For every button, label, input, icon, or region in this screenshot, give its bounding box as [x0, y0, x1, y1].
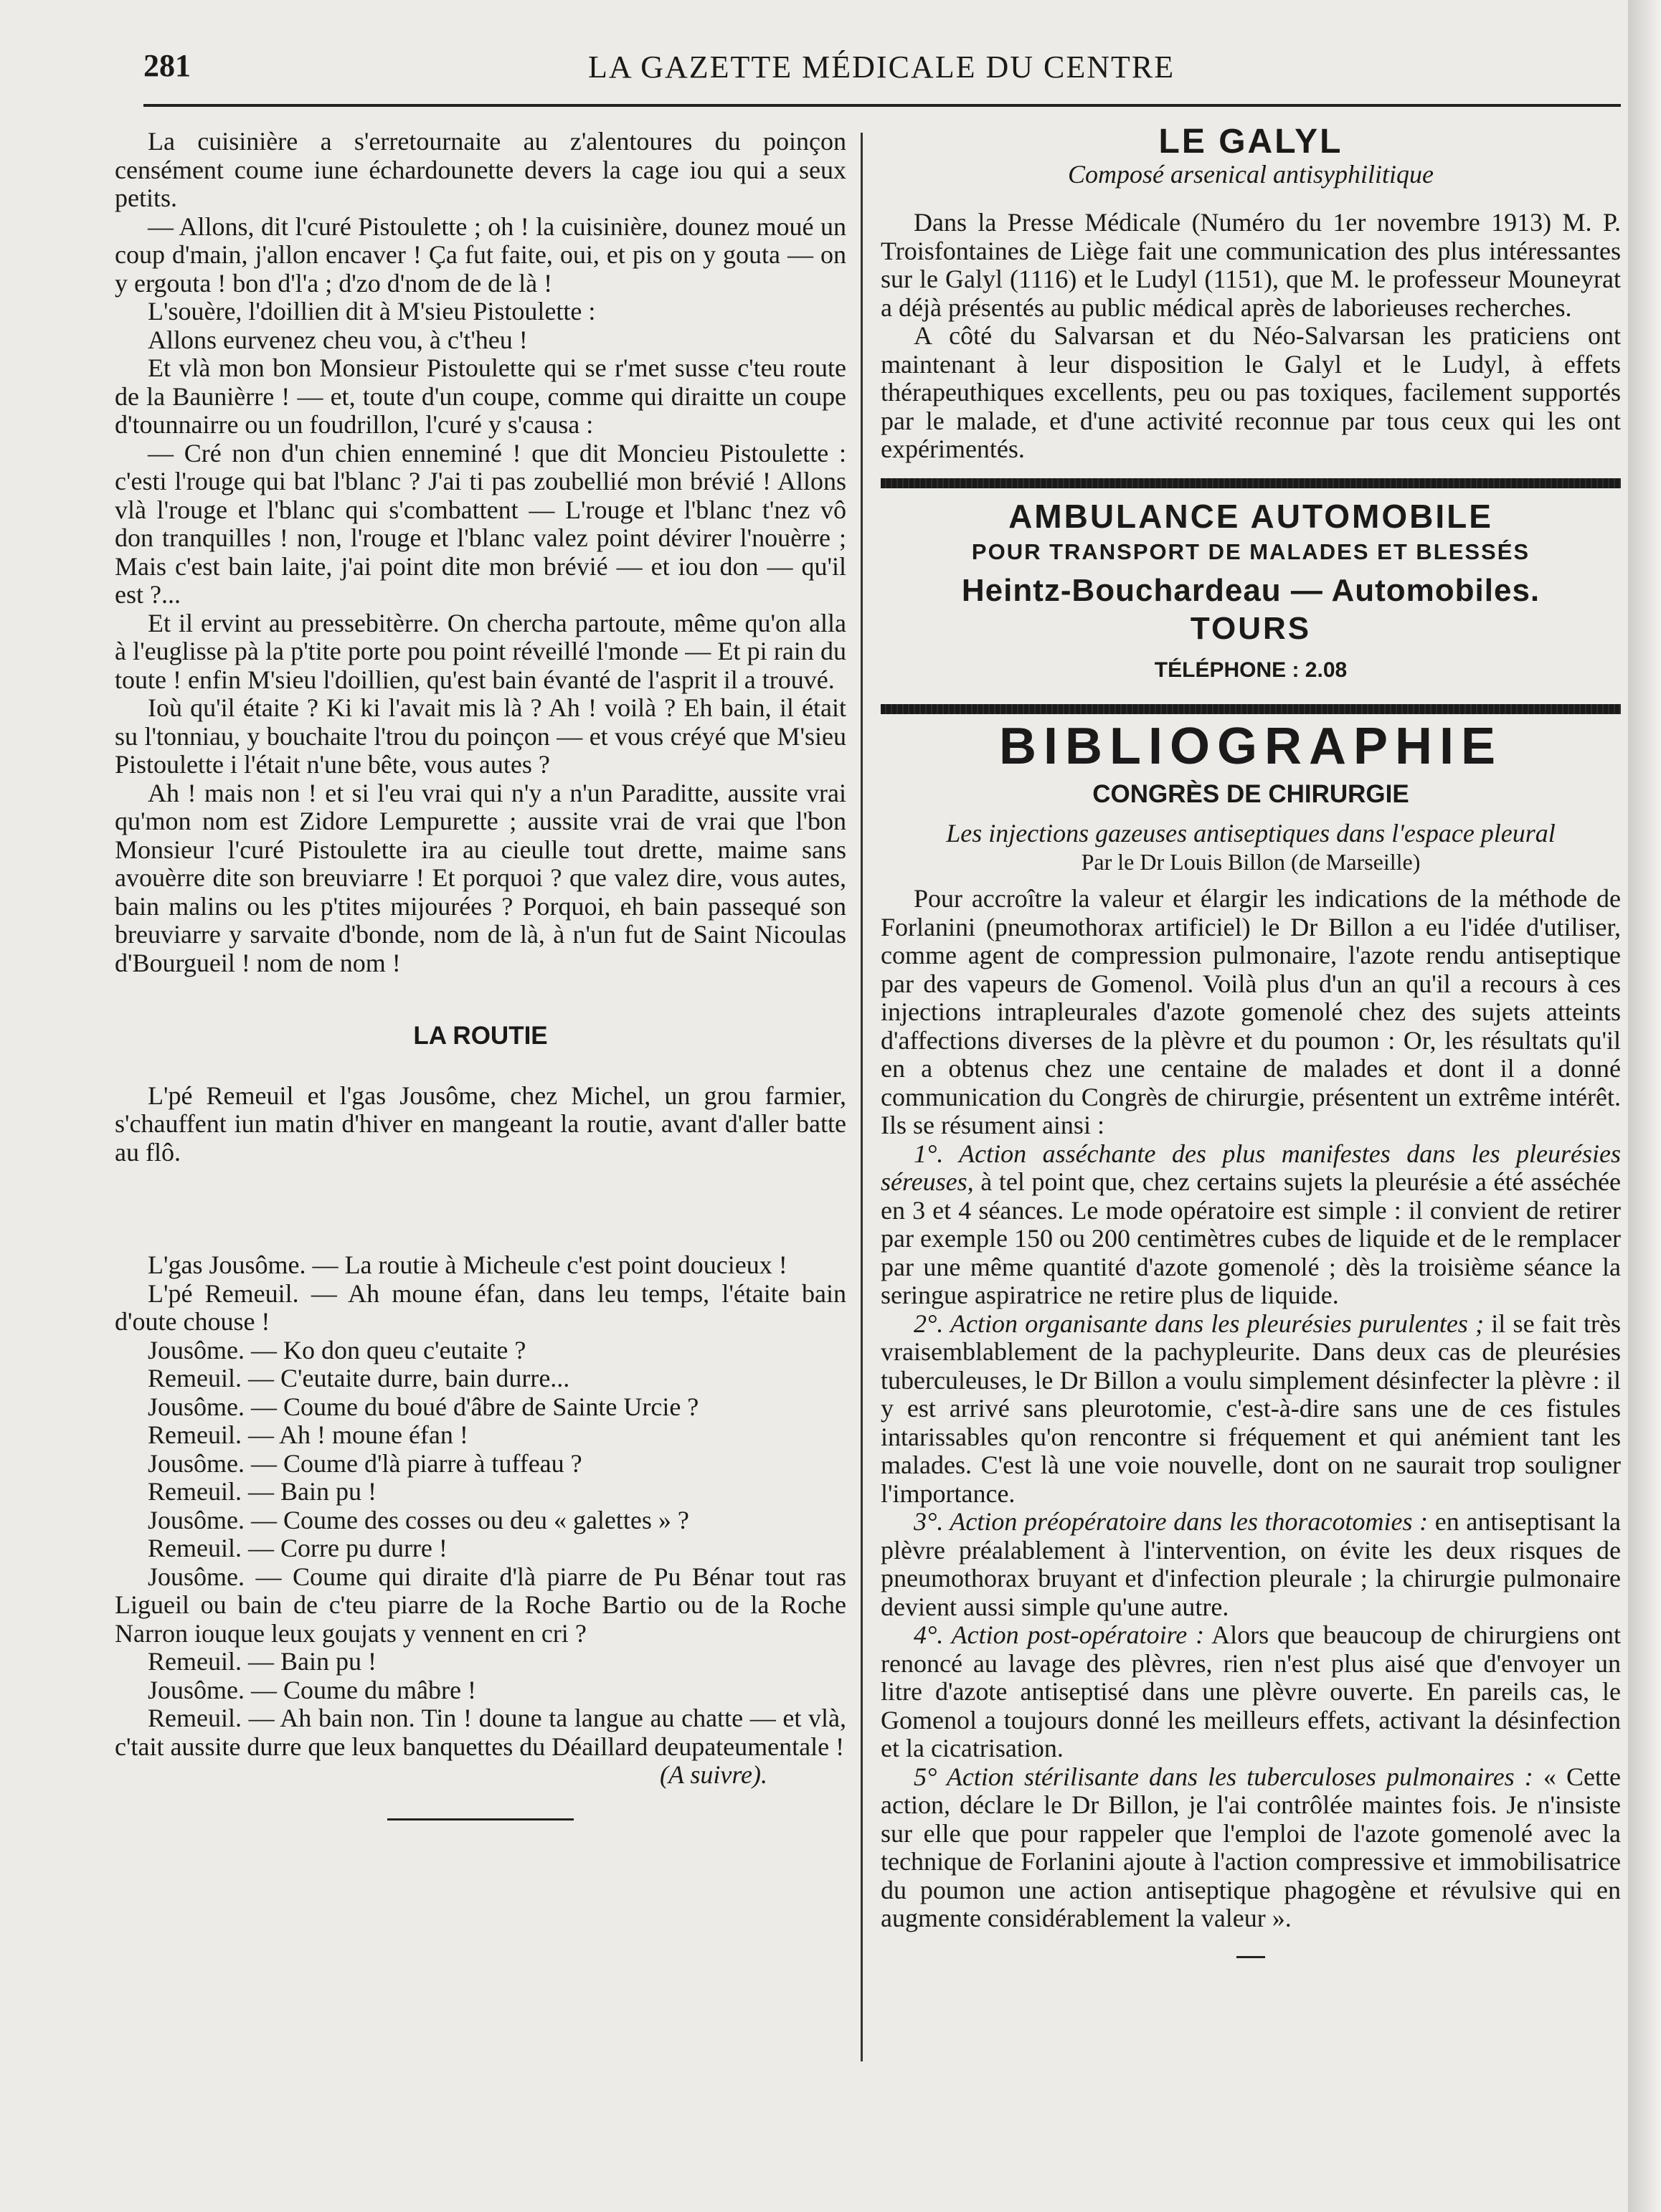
story-paragraph: Ioù qu'il étaite ? Ki ki l'avait mis là ? Ah ! voilà ? Eh bain, il était su l'tonniau, y bouchaite l'trou du poinçon — et vous créyé que M'sieu Pistoulette i l'était n'une bête, vous autes ?	[115, 693, 846, 779]
story-paragraph: Allons eurvenez cheu vou, à c't'heu !	[148, 325, 528, 354]
story-paragraph: L'souère, l'doillien dit à M'sieu Pistoulette :	[148, 297, 596, 326]
article-item	[881, 1140, 1621, 1310]
article-item	[881, 1508, 1621, 1621]
dialogue-line: Remeuil. — Ah ! moune éfan !	[148, 1420, 468, 1449]
congres-heading: CONGRÈS DE CHIRURGIE	[1092, 779, 1409, 808]
end-dash	[1236, 1956, 1265, 1958]
column-divider	[861, 133, 863, 2061]
article-title: Les injections gazeuses antiseptiques dans l'espace pleural	[946, 819, 1556, 848]
article-item	[881, 1310, 1621, 1509]
page-header	[143, 43, 1621, 93]
dialogue-line: Jousôme. — Coume du boué d'âbre de Sainte Urcie ?	[148, 1392, 699, 1421]
routie-title: LA ROUTIE	[413, 1022, 548, 1050]
ambulance-city: TOURS	[1190, 611, 1312, 646]
running-title: LA GAZETTE MÉDICALE DU CENTRE	[588, 49, 1175, 85]
dialogue-line: Remeuil. — Bain pu !	[148, 1477, 377, 1506]
item-body: Alors que beaucoup de chirurgiens ont renoncé au lavage des plèvres, rien n'est plus aisé que d'envoyer un litre d'azote antiseptisé dans une plèvre ouverte. En pareils cas, le Gomenol a toujours donné les meilleurs effets, activant la désinfection et la cicatrisation.	[881, 1620, 1621, 1762]
galyl-paragraph: Dans la Presse Médicale (Numéro du 1er novembre 1913) M. P. Troisfontaines de Liège fait une communication des plus intéressantes sur le Galyl (1116) et le Ludyl (1151), que M. le professeur Mouneyrat a déjà présentés au public médical après de laborieuses recherches.	[881, 208, 1621, 322]
dialogue-line: Remeuil. — C'eutaite durre, bain durre...	[148, 1364, 570, 1392]
item-body: « Cette action, déclare le Dr Billon, je l'ai contrôlée maintes fois. Je n'insiste sur elle que pour rappeler que l'emploi de l'azote gomenolé avec la technique de Forlanini ajoute à l'action compressive et immobilisatrice du poumon une action antiseptique phagogène et révulsive qui en augmente considérablement la valeur ».	[881, 1762, 1621, 1932]
story-paragraph: Et il ervint au pressebitèrre. On chercha partoute, même qu'on alla à l'euglisse pà la p'tite porte pou point réveillé l'monde — Et pi rain du toute ! enfin M'sieu l'doillien, qu'est bain évanté de l'asprit il a trouvé.	[115, 608, 846, 694]
ambulance-company: Heintz-Bouchardeau — Automobiles.	[961, 572, 1541, 608]
left-column	[115, 128, 846, 1821]
dialogue-line: Jousôme. — Coume des cosses ou deu « galettes » ?	[148, 1505, 689, 1534]
dialogue-line: Jousôme. — Ko don queu c'eutaite ?	[148, 1335, 526, 1364]
page-edge	[1628, 0, 1661, 2212]
section-rule	[881, 478, 1621, 488]
a-suivre: (A suivre).	[660, 1760, 767, 1789]
dialogue-line: Remeuil. — Ah bain non. Tin ! doune ta langue au chatte — et vlà, c'tait aussite durre que leux banquettes du Déaillard deupateumentale !	[115, 1704, 846, 1761]
article-byline: Par le Dr Louis Billon (de Marseille)	[1081, 848, 1421, 875]
dialogue-line: Jousôme. — Coume d'là piarre à tuffeau ?	[148, 1448, 582, 1478]
story-paragraph: La cuisinière a s'erretournaite au z'alentoures du poinçon censément coume iune échardounette devers la cage iou qui a seux petits.	[115, 127, 846, 212]
right-column	[881, 123, 1621, 1958]
item-body: en antiseptisant la plèvre préalablement à l'intervention, on évite les deux risques de pneumothorax bruyant et d'infection pleurale ; la chirurgie pulmonaire devient aussi simple qu'une autre.	[881, 1507, 1621, 1621]
item-heading: 2°. Action organisante dans les pleurésies purulentes ;	[914, 1309, 1485, 1338]
story-paragraph: Et vlà mon bon Monsieur Pistoulette qui se r'met susse c'teu route de la Baunièrre ! — et, toute d'un coupe, comme qui diraitte un coupe d'tounnairre ou un foudrillon, l'curé y s'causa :	[115, 353, 846, 439]
article-intro: Pour accroître la valeur et élargir les indications de la méthode de Forlanini (pneumothorax artificiel) le Dr Billon a eu l'idée d'utiliser, comme agent de compression pulmonaire, l'azote rendu antiseptique par des vapeurs de Gomenol. Voilà plus d'un an qu'il a recours à ces injections intrapleurales d'azote gomenolé chez des sujets atteints d'affections diverses de la plèvre et du poumon : Or, les résultats qu'il en a obtenus chez une centaine de malades et dont il a donné communication du Congrès de chirurgie, présentent un extrême intérêt. Ils se résument ainsi :	[881, 884, 1621, 1139]
item-heading: 3°. Action préopératoire dans les thoracotomies :	[914, 1507, 1429, 1536]
ambulance-title: AMBULANCE AUTOMOBILE	[1008, 497, 1493, 535]
galyl-subtitle: Composé arsenical antisyphilitique	[1068, 159, 1434, 189]
item-body: à tel point que, chez certains sujets la pleurésie a été asséchée en 3 et 4 séances. Le mode opératoire est simple : il convient de retirer par exemple 150 ou 200 centimètres cubes de liquide et de le remplacer par une même quantité d'azote gomenolé ; dès la troisième séance la seringue aspiratrice ne retire plus de liquide.	[881, 1167, 1621, 1309]
article-item	[881, 1763, 1621, 1933]
dialogue-line: Jousôme. — Coume qui diraite d'là piarre de Pu Bénar tout ras Ligueil ou bain de c'teu piarre de la Roche Bartio ou de la Roche Narron iouque leux goujats y vennent en cri ?	[115, 1562, 846, 1648]
end-rule	[387, 1818, 574, 1821]
dialogue-line: Remeuil. — Bain pu !	[148, 1647, 377, 1676]
dialogue-line: Remeuil. — Corre pu durre !	[148, 1534, 448, 1562]
page-number: 281	[143, 48, 191, 83]
dialogue-line: Jousôme. — Coume du mâbre !	[148, 1675, 476, 1704]
article-item	[881, 1621, 1621, 1763]
story-paragraph: — Cré non d'un chien enneminé ! que dit Moncieu Pistoulette : c'esti l'rouge qui bat l'blanc ? J'ai ti pas zoubellié mon brévié ! Allons vlà l'rouge et l'blanc qui s'combattent — L'rouge et l'blanc t'nez vô don tranquilles ! non, l'rouge et l'blanc valez point dévirer l'nouèrre ; Mais c'est bain laite, j'ai point dite mon brévié — et iou don — qu'il est ?...	[115, 438, 846, 609]
dialogue-line: L'gas Jousôme. — La routie à Micheule c'est point doucieux !	[148, 1250, 787, 1279]
header-rule	[143, 104, 1621, 107]
item-heading: 5° Action stérilisante dans les tuberculoses pulmonaires :	[914, 1762, 1533, 1791]
dialogue	[115, 1251, 846, 1761]
item-body: il se fait très vraisemblablement de la pachypleurite. Dans deux cas de pleurésies tuberculeuses, le Dr Billon a voulu simplement désinfecter la plèvre : il y est arrivé sans pleurotomie, c'est-à-dire sans une de ces fistules intarissables qu'on rencontre si fréquement et qui anémient tant les malades. C'est là une voie nouvelle, dont on ne saurait trop souligner l'importance.	[881, 1309, 1621, 1508]
story-paragraph: — Allons, dit l'curé Pistoulette ; oh ! la cuisinière, dounez moué un coup d'main, j'allon encaver ! Ça fut faite, oui, et pis on y gouta — on y ergouta ! bon d'l'a ; d'zo d'nom de de là !	[115, 212, 846, 298]
section-rule	[881, 704, 1621, 714]
galyl-paragraph: A côté du Salvarsan et du Néo-Salvarsan les praticiens ont maintenant à leur disposition le Galyl et le Ludyl, à effets thérapeuthiques excellents, peu ou pas toxiques, facilement supportés par le malade, et d'une activité reconnue par tous ceux qui les ont expérimentés.	[881, 321, 1621, 463]
dialogue-line: L'pé Remeuil. — Ah moune éfan, dans leu temps, l'étaite bain d'oute chouse !	[115, 1278, 846, 1336]
galyl-title: LE GALYL	[1158, 123, 1343, 161]
routie-intro: L'pé Remeuil et l'gas Jousôme, chez Michel, un grou farmier, s'chauffent iun matin d'hiver en mangeant la routie, avant d'aller batte au flô.	[115, 1081, 846, 1167]
item-heading: 4°. Action post-opératoire :	[914, 1620, 1205, 1649]
story-paragraph: Ah ! mais non ! et si l'eu vrai qui n'y a n'un Paraditte, aussite vrai qu'mon nom est Zidore Lempurette ; aussite vrai de vrai que l'bon Monsieur l'curé Pistoulette ira au cieulle tout drette, maime sans avouèrre dite son breuviarre ! Et porquoi ? que valez dire, vous autes, bain malins ou les p'tites mijourées ? Porquoi, eh bain passequé son breuviarre y sarvaite d'bonde, nom de là, à n'un fut de Saint Nicoulas d'Bourgueil ! nom de nom !	[115, 778, 846, 977]
item-heading: 1°. Action asséchante des plus manifestes dans les pleurésies séreuses,	[881, 1139, 1621, 1196]
ambulance-phone: TÉLÉPHONE : 2.08	[1154, 658, 1348, 682]
ambulance-subtitle: POUR TRANSPORT DE MALADES ET BLESSÉS	[971, 539, 1530, 564]
bibliographie-title: BIBLIOGRAPHIE	[998, 718, 1503, 775]
